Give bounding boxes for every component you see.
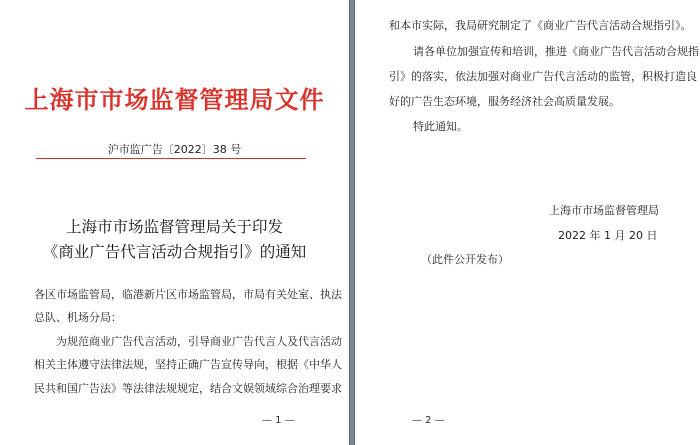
red-divider-rule	[36, 158, 306, 159]
addressee-line-2: 总队、机场分局：	[34, 311, 122, 324]
body-paragraph-line: 民共和国广告法》等法律法规规定，结合文娱领域综合治理要求	[34, 382, 342, 395]
document-number: 沪市监广告〔2022〕38 号	[107, 143, 242, 156]
body-paragraph-line: 好的广告生态环境，服务经济社会高质量发展。	[389, 95, 620, 108]
body-paragraph-line: 相关主体遵守法律法规，坚持正确广告宣传导向，根据《中华人	[34, 358, 342, 371]
closing-remark: 特此通知。	[413, 120, 468, 133]
issue-date: 2022 年 1 月 20 日	[558, 229, 658, 242]
notice-title-line-1: 上海市市场监督管理局关于印发	[65, 218, 283, 236]
page-number-1: — 1 —	[262, 415, 295, 426]
body-paragraph-line: 为规范商业广告代言活动，引导商业广告代言人及代言活动	[56, 335, 342, 348]
document-page-1	[0, 0, 349, 445]
publication-note: （此件公开发布）	[421, 253, 509, 266]
notice-title-line-2: 《商业广告代言活动合规指引》的通知	[42, 243, 307, 261]
document-page-2	[355, 0, 700, 445]
body-paragraph-line: 请各单位加强宣传和培训，推进《商业广告代言活动合规指	[413, 45, 699, 58]
document-header-title: 上海市市场监督管理局文件	[24, 86, 325, 114]
addressee-line-1: 各区市场监管局，临港新片区市场监管局，市局有关处室、执法	[34, 288, 342, 301]
page-number-2: — 2 —	[412, 415, 445, 426]
body-paragraph-line: 和本市实际，我局研究制定了《商业广告代言活动合规指引》。	[389, 19, 692, 32]
body-paragraph-line: 引》的落实，依法加强对商业广告代言活动的监管，积极打造良	[389, 70, 697, 83]
issuer-name: 上海市市场监督管理局	[549, 204, 659, 217]
